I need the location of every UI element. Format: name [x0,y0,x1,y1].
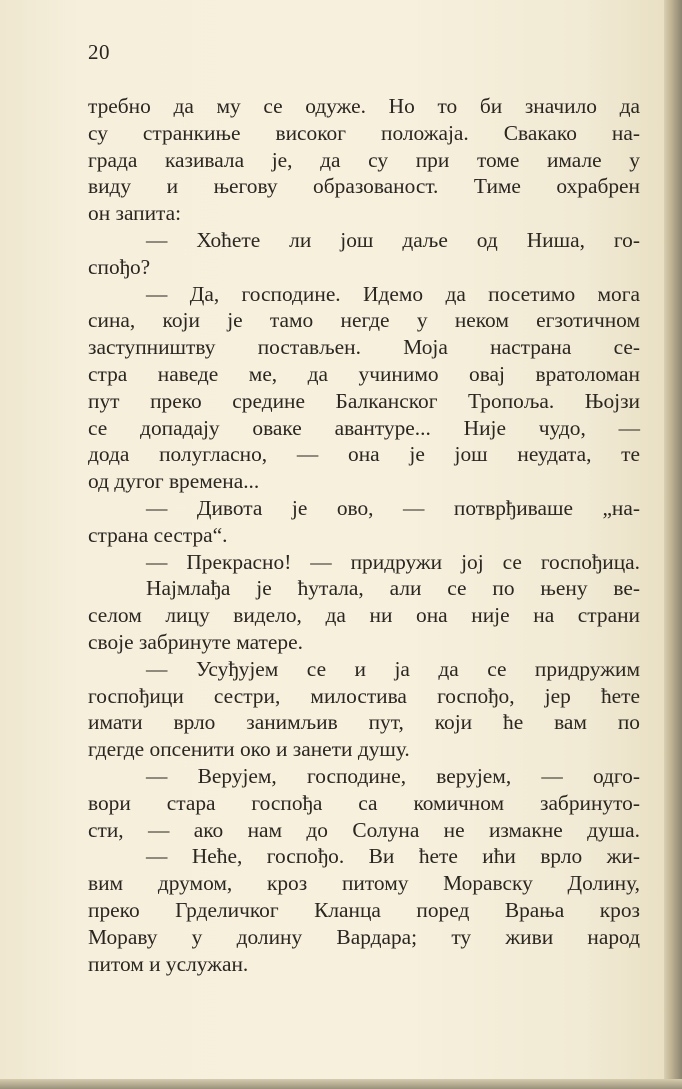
text-line: госпођици сестри, милостива госпођо, јер ћете [88,683,640,708]
text-line: виду и његову образованост. Тиме охрабрен [88,174,640,199]
text-line: дода полугласно, — она је још неудата, те [88,442,640,467]
text-line: — Неће, госпођо. Ви ћете ићи врло жи- [146,844,640,869]
page-number: 20 [88,40,110,64]
text-line: он запита: [88,201,182,226]
text-line: града казивала је, да су при томе имале у [88,147,640,172]
text-line: сти, — ако нам до Солуна не измакне душа. [88,817,640,842]
text-line: Најмлађа је ћутала, али се по њену ве- [146,576,640,601]
text-line: — Прекрасно! — придружи јој се госпођица. [146,549,640,574]
text-line: стра наведе ме, да учинимо овај вратоломан [88,361,640,386]
text-line: се допадају оваке авантуре... Није чудо, — [88,415,640,440]
text-line: селом лицу видело, да ни она није на страни [88,603,640,628]
text-line: своје забринуте матере. [88,629,303,654]
text-line: страна сестра“. [88,522,228,547]
page-edge-bottom [0,1079,682,1089]
text-line: заступништву постављен. Моја настрана се- [88,335,640,360]
text-line: вори стара госпођа са комичном забринуто- [88,790,640,815]
text-line: — Верујем, господине, верујем, — одго- [146,763,640,788]
text-line: спођо? [88,254,151,279]
text-line: од дугог времена... [88,469,260,494]
text-line: питом и услужан. [88,951,249,976]
text-line: — Дивота је ово, — потврђиваше „на- [146,495,640,520]
text-line: преко Грделичког Кланца поред Врања кроз [88,897,640,922]
text-line: — Усуђујем се и ја да се придружим [146,656,640,681]
text-line: — Да, господине. Идемо да посетимо мога [146,281,640,306]
page-edge-right [664,0,682,1089]
body-text [88,93,640,977]
text-line: Мораву у долину Вардара; ту живи народ [88,924,640,949]
text-line: су странкиње високог положаја. Свакако на- [88,120,640,145]
text-line: пут преко средине Балканског Тропоља. Њојзи [88,388,640,413]
text-line: имати врло занимљив пут, који ће вам по [88,710,640,735]
text-line: — Хоћете ли још даље од Ниша, го- [146,227,640,252]
text-line: гдегде опсенити око и занети душу. [88,737,410,762]
text-line: сина, који је тамо негде у неком егзотичном [88,308,640,333]
text-line: вим друмом, кроз питому Моравску Долину, [88,871,640,896]
text-line: требно да му се одуже. Но то би значило да [88,94,640,118]
